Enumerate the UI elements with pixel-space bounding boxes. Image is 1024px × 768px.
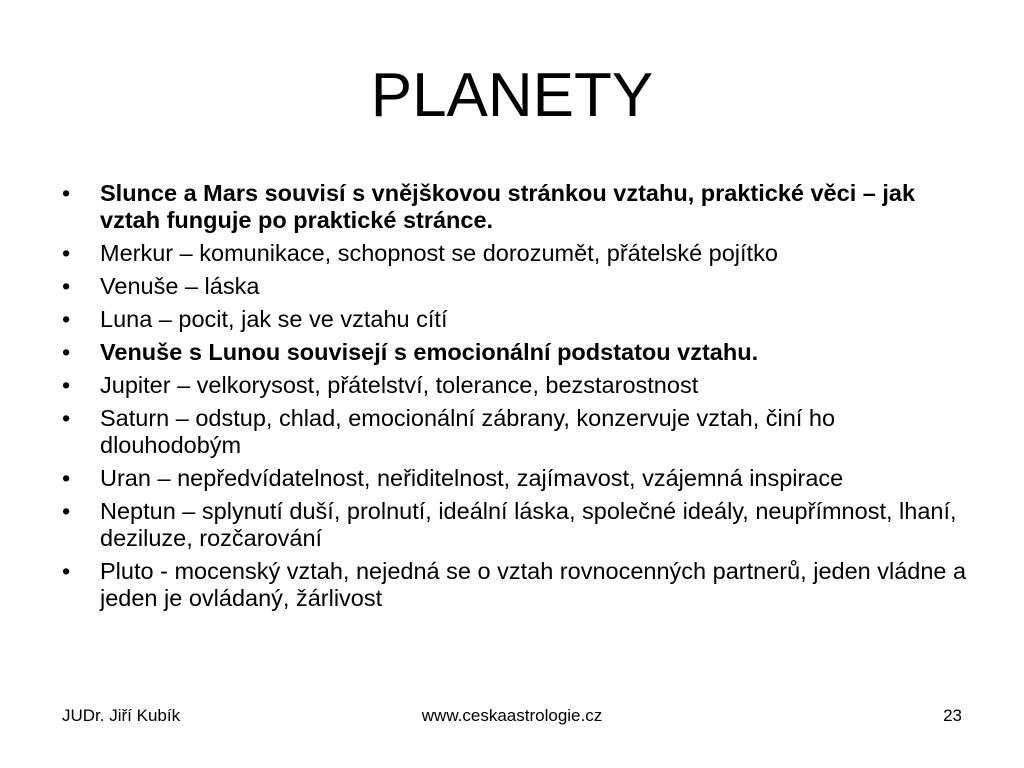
bullet-icon: • <box>62 498 71 524</box>
bullet-text: Saturn – odstup, chlad, emocionální zábrany, konzervuje vztah, činí ho dlouhodobým <box>100 405 836 458</box>
slide-title: PLANETY <box>370 61 654 130</box>
bullet-item <box>62 273 967 300</box>
bullet-icon: • <box>62 273 71 299</box>
bullet-icon: • <box>62 180 71 206</box>
bullet-text: Uran – nepředvídatelnost, neřiditelnost, zajímavost, vzájemná inspirace <box>100 465 844 491</box>
bullet-text: Luna – pocit, jak se ve vztahu cítí <box>100 306 448 332</box>
bullet-item <box>62 339 967 366</box>
bullet-item <box>62 558 967 612</box>
bullet-text: Slunce a Mars souvisí s vnějškovou stránkou vztahu, praktické věci – jak vztah funguje po praktické stránce. <box>100 180 916 233</box>
bullet-text: Neptun – splynutí duší, prolnutí, ideální láska, společné ideály, neupřímnost, lhaní, deziluze, rozčarování <box>100 498 957 551</box>
bullet-icon: • <box>62 372 71 398</box>
bullet-icon: • <box>62 240 71 266</box>
bullet-icon: • <box>62 306 71 332</box>
bullet-item <box>62 372 967 399</box>
bullet-icon: • <box>62 558 71 584</box>
bullet-item <box>62 465 967 492</box>
bullet-item <box>62 405 967 459</box>
bullet-text: Venuše s Lunou souvisejí s emocionální podstatou vztahu. <box>100 339 759 365</box>
bullet-item <box>62 180 967 234</box>
bullet-list <box>62 180 967 618</box>
page-number: 23 <box>943 706 962 725</box>
bullet-item <box>62 240 967 267</box>
bullet-item <box>62 306 967 333</box>
bullet-item <box>62 498 967 552</box>
bullet-text: Venuše – láska <box>100 273 260 299</box>
bullet-icon: • <box>62 465 71 491</box>
bullet-icon: • <box>62 339 71 365</box>
bullet-text: Jupiter – velkorysost, přátelství, tolerance, bezstarostnost <box>100 372 699 398</box>
bullet-icon: • <box>62 405 71 431</box>
footer-website: www.ceskaastrologie.cz <box>421 706 603 725</box>
footer-author: JUDr. Jiří Kubík <box>62 706 181 725</box>
bullet-text: Pluto - mocenský vztah, nejedná se o vztah rovnocenných partnerů, jeden vládne a jeden je ovládaný, žárlivost <box>100 558 967 611</box>
bullet-text: Merkur – komunikace, schopnost se dorozumět, přátelské pojítko <box>100 240 778 266</box>
